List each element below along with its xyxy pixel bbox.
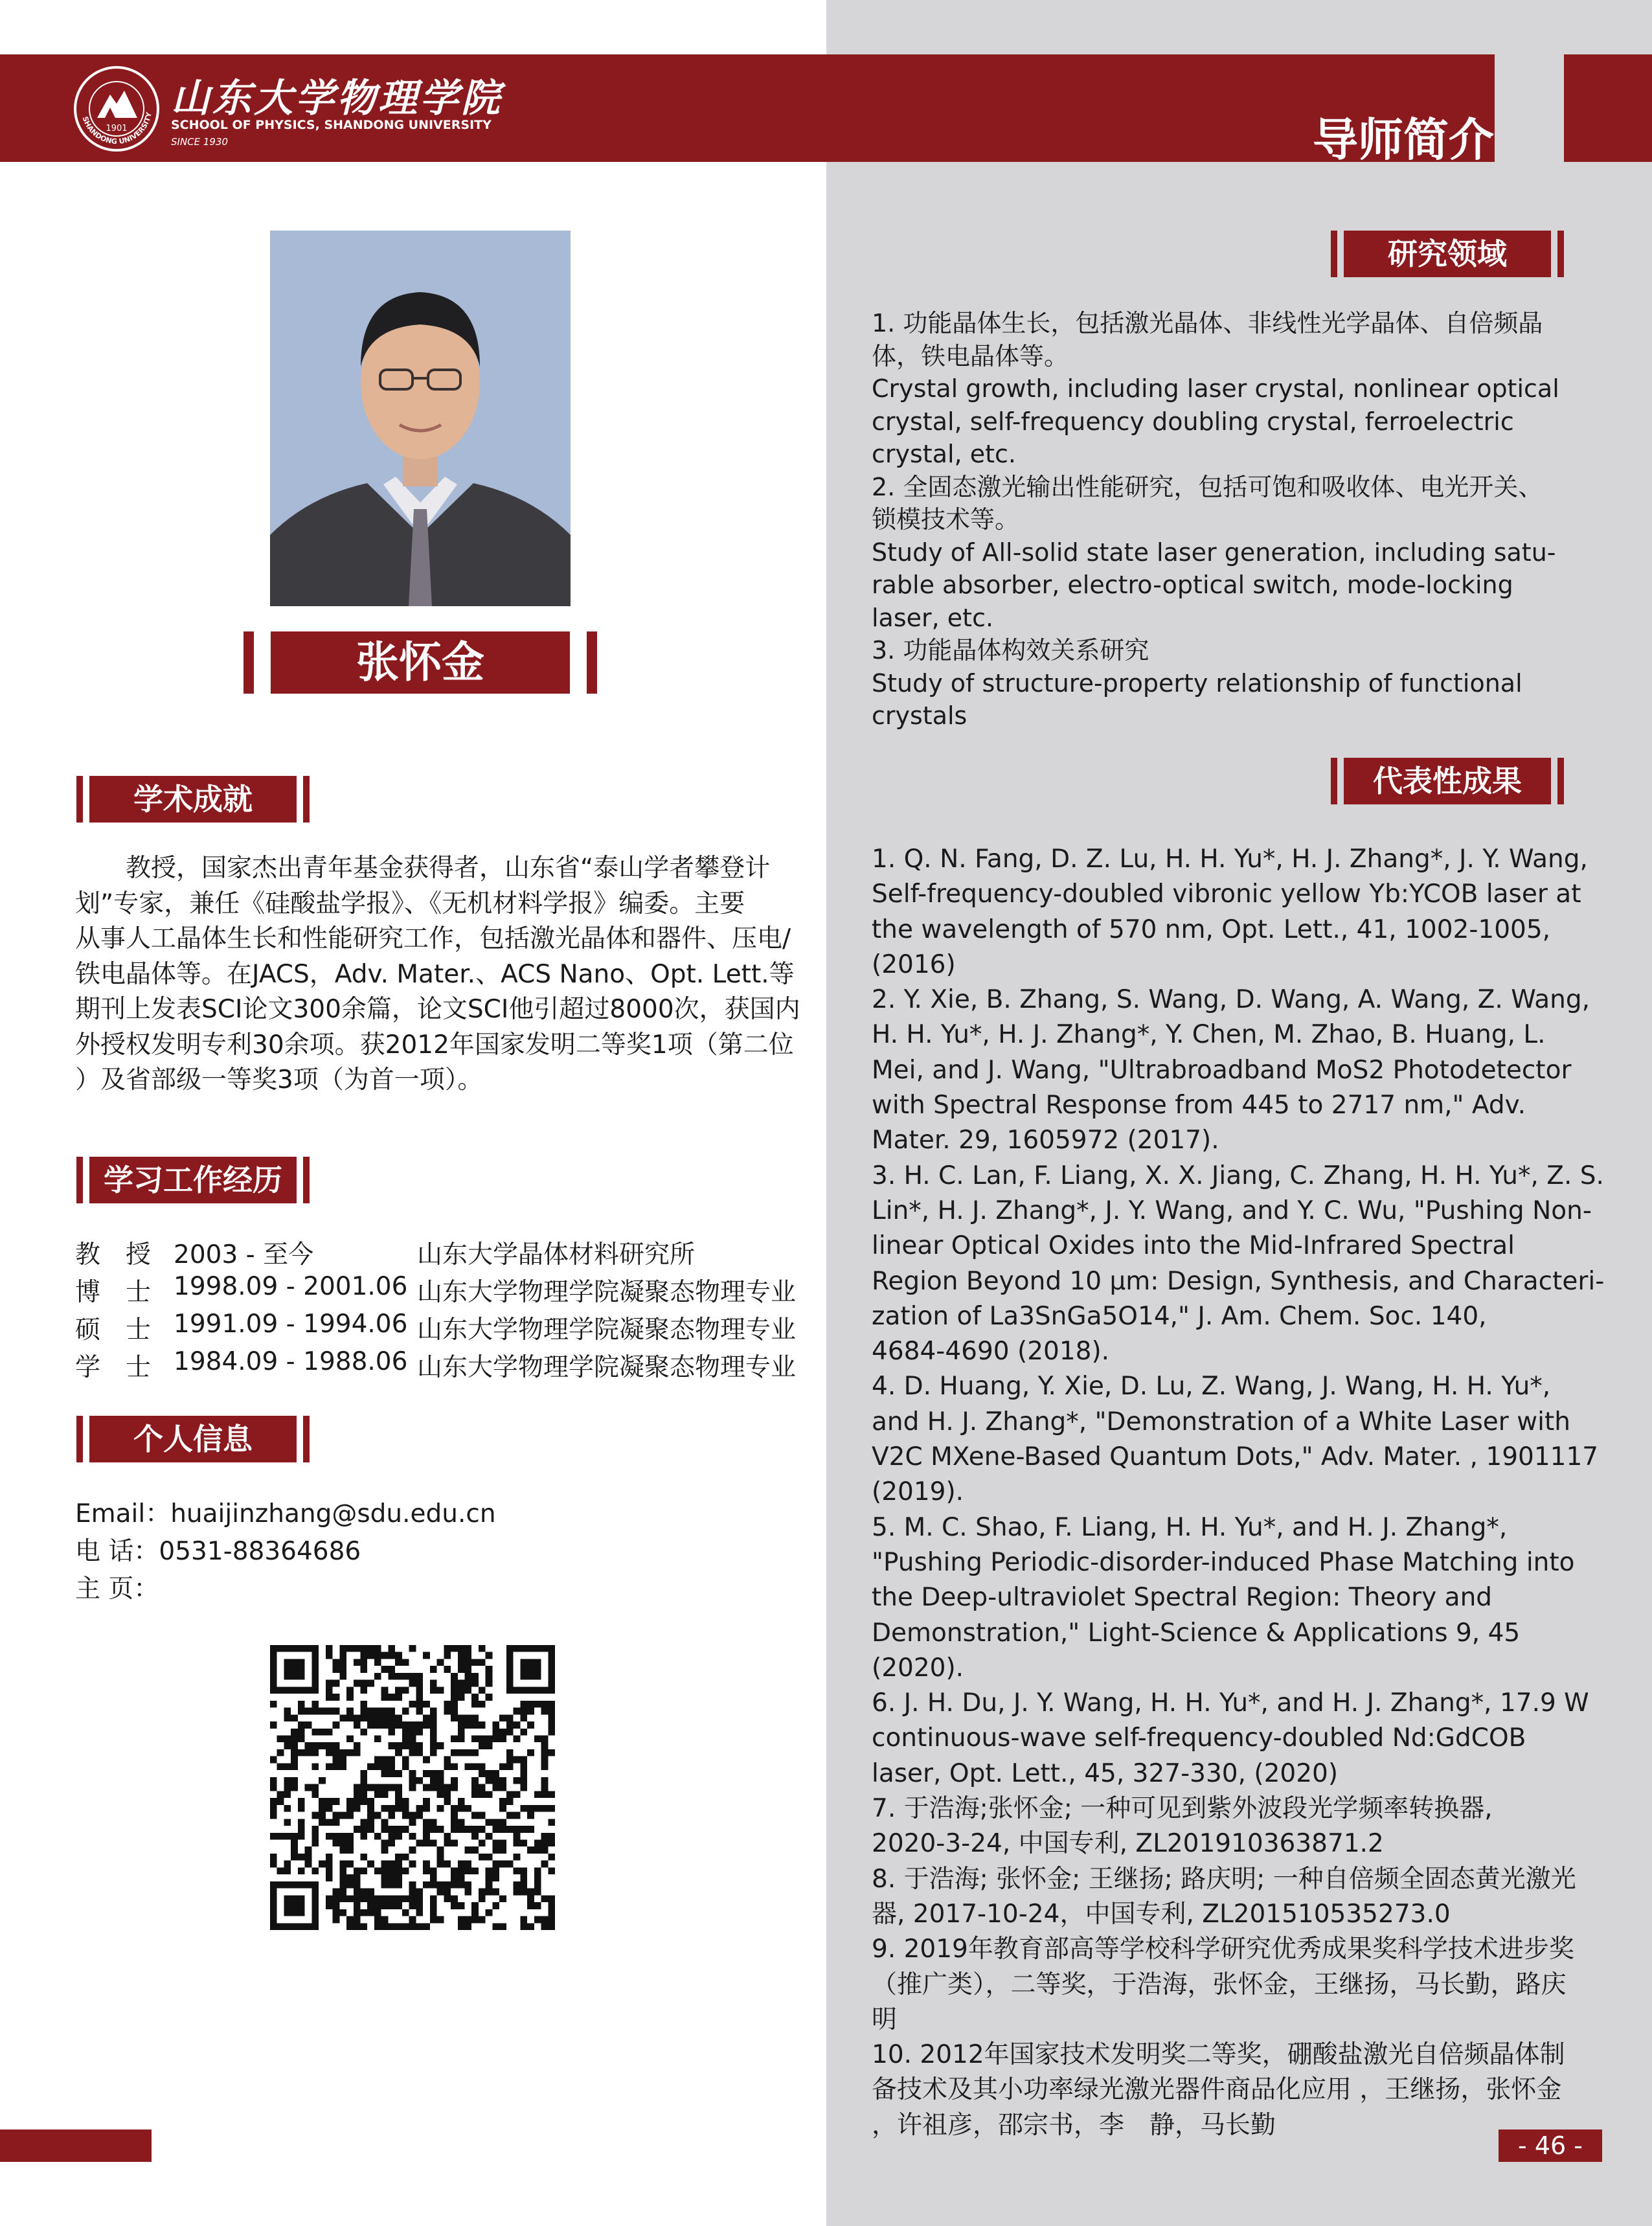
cv-place: 山东大学物理学院凝聚态物理专业 [417, 1278, 797, 1307]
result-line: 5. M. C. Shao, F. Liang, H. H. Yu*, and H. J. Zhang*, [872, 1512, 1508, 1542]
section-results-title: 代表性成果 [1344, 758, 1551, 804]
header-band-right [1564, 54, 1652, 162]
research-line: crystal, self-frequency doubling crystal, ferroelectric [872, 407, 1514, 436]
section-info-header [76, 1416, 310, 1462]
result-line: 4684-4690 (2018). [872, 1337, 1110, 1367]
section-achievement-title: 学术成就 [89, 776, 297, 823]
result-line: (2020). [872, 1653, 964, 1683]
section-mark-left [76, 1157, 83, 1203]
qr-finder-pattern [270, 1881, 319, 1930]
result-line: Lin*, H. J. Zhang*, J. Y. Wang, and Y. C. Wu, "Pushing Non- [872, 1196, 1592, 1225]
achievement-line: 铁电晶体等。在JACS，Adv. Mater.、ACS Nano、Opt. Lett.等 [75, 959, 795, 989]
result-line: V2C MXene-Based Quantum Dots," Adv. Mater. , 1901117 [872, 1442, 1599, 1472]
logo-year: 1901 [106, 124, 128, 133]
result-line: 10. 2012年国家技术发明奖二等奖，硼酸盐激光自倍频晶体制 [872, 2040, 1565, 2070]
result-line: ，许祖彦，邵宗书，李 静，马长勤 [872, 2110, 1276, 2140]
results-list [872, 842, 1604, 2143]
result-line: Demonstration," Light-Science & Applications 9, 45 [872, 1618, 1521, 1648]
cv-period: 1998.09 - 2001.06 [174, 1272, 408, 1301]
result-line: 明 [872, 2005, 898, 2034]
research-line: Study of structure-property relationship of functional [872, 668, 1522, 698]
cv-role: 硕 士 [75, 1315, 152, 1345]
section-mark-right [303, 1416, 310, 1462]
result-line: the Deep-ultraviolet Spectral Region: Theory and [872, 1583, 1493, 1613]
research-line: laser, etc. [872, 603, 994, 632]
result-line: Self-frequency-doubled vibronic yellow Yb:YCOB laser at [872, 880, 1581, 909]
result-line: 9. 2019年教育部高等学校科学研究优秀成果奖科学技术进步奖 [872, 1935, 1574, 1964]
homepage-label: 主 页： [75, 1574, 159, 1604]
achievement-line: 划”专家，兼任《硅酸盐学报》、《无机材料学报》编委。主要 [75, 889, 745, 918]
research-line: Study of All-solid state laser generation, including satu- [872, 538, 1556, 567]
result-line: 备技术及其小功率绿光激光器件商品化应用 ，王继扬，张怀金 [872, 2075, 1562, 2105]
result-line: H. H. Yu*, H. J. Zhang*, Y. Chen, M. Zhao, B. Huang, L. [872, 1020, 1546, 1050]
page-heading: 导师简介 [1313, 113, 1494, 166]
result-line: 2020-3-24, 中国专利, ZL201910363871.2 [872, 1829, 1384, 1859]
result-line: 8. 于浩海; 张怀金; 王继扬; 路庆明; 一种自倍频全固态黄光激光 [872, 1864, 1576, 1894]
result-line: zation of La3SnGa5O14," J. Am. Chem. Soc. 140, [872, 1301, 1487, 1331]
phone-text: 电 话：0531-88364686 [75, 1537, 361, 1566]
result-line: 3. H. C. Lan, F. Liang, X. X. Jiang, C. Zhang, H. H. Yu*, Z. S. [872, 1161, 1604, 1190]
since-text: SINCE 1930 [171, 136, 229, 148]
cv-role: 学 士 [75, 1353, 152, 1382]
research-line: 2. 全固态激光输出性能研究，包括可饱和吸收体、电光开关、 [872, 472, 1543, 501]
section-achievement-header [76, 776, 310, 823]
footer-bar [0, 2129, 152, 2162]
research-line: rable absorber, electro-optical switch, mode-locking [872, 571, 1513, 599]
section-cv-header [76, 1157, 310, 1203]
section-results-header [1331, 758, 1564, 804]
achievement-line: 从事人工晶体生长和性能研究工作，包括激光晶体和器件、压电/ [75, 924, 791, 953]
result-line: Mater. 29, 1605972 (2017). [872, 1126, 1219, 1155]
cv-period: 2003 - 至今 [174, 1240, 314, 1269]
result-line: (2019). [872, 1477, 964, 1507]
result-line: （推广类），二等奖，于浩海，张怀金，王继扬，马长勤，路庆 [872, 1970, 1567, 1999]
achievement-line: 期刊上发表SCI论文300余篇，论文SCI他引超过8000次，获国内 [75, 995, 800, 1024]
teacher-name: 张怀金 [271, 631, 570, 694]
email-link[interactable]: Email：huaijinzhang@sdu.edu.cn [75, 1499, 496, 1528]
research-line: 1. 功能晶体生长，包括激光晶体、非线性光学晶体、自倍频晶 [872, 309, 1543, 337]
name-bar-right-mark [587, 631, 597, 694]
result-line: 6. J. H. Du, J. Y. Wang, H. H. Yu*, and H. J. Zhang*, 17.9 W [872, 1688, 1589, 1718]
achievement-line: 外授权发明专利30余项。获2012年国家发明二等奖1项（第二位 [75, 1030, 794, 1060]
section-info-title: 个人信息 [89, 1416, 297, 1462]
section-mark-right [1557, 231, 1564, 277]
research-line: Crystal growth, including laser crystal, nonlinear optical [872, 374, 1559, 403]
section-mark-right [1557, 758, 1564, 804]
page-number: - 46 - [1499, 2129, 1602, 2162]
research-line: 锁模技术等。 [872, 505, 1020, 534]
name-bar [240, 631, 601, 694]
school-name-en: SCHOOL OF PHYSICS, SHANDONG UNIVERSITY [171, 118, 492, 132]
cv-period: 1984.09 - 1988.06 [174, 1347, 408, 1376]
qr-finder-pattern [270, 1645, 319, 1694]
qr-code[interactable] [270, 1645, 555, 1930]
achievement-paragraph [75, 851, 800, 1098]
portrait-photo [270, 231, 571, 606]
section-mark-left [1331, 231, 1337, 277]
result-line: 2. Y. Xie, B. Zhang, S. Wang, D. Wang, A. Wang, Z. Wang, [872, 985, 1590, 1015]
result-line: linear Optical Oxides into the Mid-Infrared Spectral [872, 1231, 1515, 1261]
result-line: continuous-wave self-frequency-doubled Nd:GdCOB [872, 1723, 1526, 1753]
achievement-line: 教授，国家杰出青年基金获得者，山东省“泰山学者攀登计 [75, 854, 771, 883]
cv-place: 山东大学晶体材料研究所 [417, 1240, 696, 1269]
cv-role: 博 士 [75, 1278, 152, 1307]
research-line: 体，铁电晶体等。 [872, 341, 1069, 370]
section-research-header [1331, 231, 1564, 277]
result-line: with Spectral Response from 445 to 2717 nm," Adv. [872, 1091, 1526, 1120]
result-line: and H. J. Zhang*, "Demonstration of a White Laser with [872, 1407, 1570, 1437]
cv-place: 山东大学物理学院凝聚态物理专业 [417, 1315, 797, 1345]
research-line: 3. 功能晶体构效关系研究 [872, 636, 1149, 664]
cv-place: 山东大学物理学院凝聚态物理专业 [417, 1353, 797, 1382]
result-line: 4. D. Huang, Y. Xie, D. Lu, Z. Wang, J. Wang, H. H. Yu*, [872, 1372, 1551, 1402]
research-list [872, 307, 1559, 733]
result-line: 7. 于浩海;张怀金; 一种可见到紫外波段光学频率转换器, [872, 1794, 1493, 1824]
result-line: "Pushing Periodic-disorder-induced Phase Matching into [872, 1547, 1575, 1577]
school-name-cn: 山东大学物理学院 [171, 76, 503, 121]
result-line: the wavelength of 570 nm, Opt. Lett., 41, 1002-1005, [872, 914, 1551, 944]
section-cv-title: 学习工作经历 [89, 1157, 297, 1203]
result-line: 器, 2017-10-24，中国专利, ZL201510535273.0 [872, 1899, 1451, 1929]
result-line: 1. Q. N. Fang, D. Z. Lu, H. H. Yu*, H. J. Zhang*, J. Y. Wang, [872, 845, 1588, 874]
result-line: (2016) [872, 949, 956, 979]
result-line: Region Beyond 10 μm: Design, Synthesis, and Characteri- [872, 1266, 1605, 1296]
cv-role: 教 授 [75, 1240, 152, 1269]
cv-period: 1991.09 - 1994.06 [174, 1310, 408, 1339]
section-mark-left [76, 776, 83, 823]
section-mark-left [76, 1416, 83, 1462]
name-bar-left-mark [243, 631, 254, 694]
section-mark-right [303, 1157, 310, 1203]
achievement-line: ）及省部级一等奖3项（为首一项）。 [75, 1065, 483, 1095]
university-logo-icon [73, 65, 161, 153]
result-line: laser, Opt. Lett., 45, 327-330, (2020) [872, 1758, 1339, 1788]
section-mark-left [1331, 758, 1337, 804]
research-line: crystal, etc. [872, 440, 1016, 468]
research-line: crystals [872, 701, 967, 730]
qr-finder-pattern [506, 1645, 555, 1694]
section-mark-right [303, 776, 310, 823]
section-research-title: 研究领域 [1344, 231, 1551, 277]
result-line: Mei, and J. Wang, "Ultrabroadband MoS2 Photodetector [872, 1055, 1572, 1085]
logo-ring-text: SHANDONG UNIVERSITY [80, 111, 153, 146]
